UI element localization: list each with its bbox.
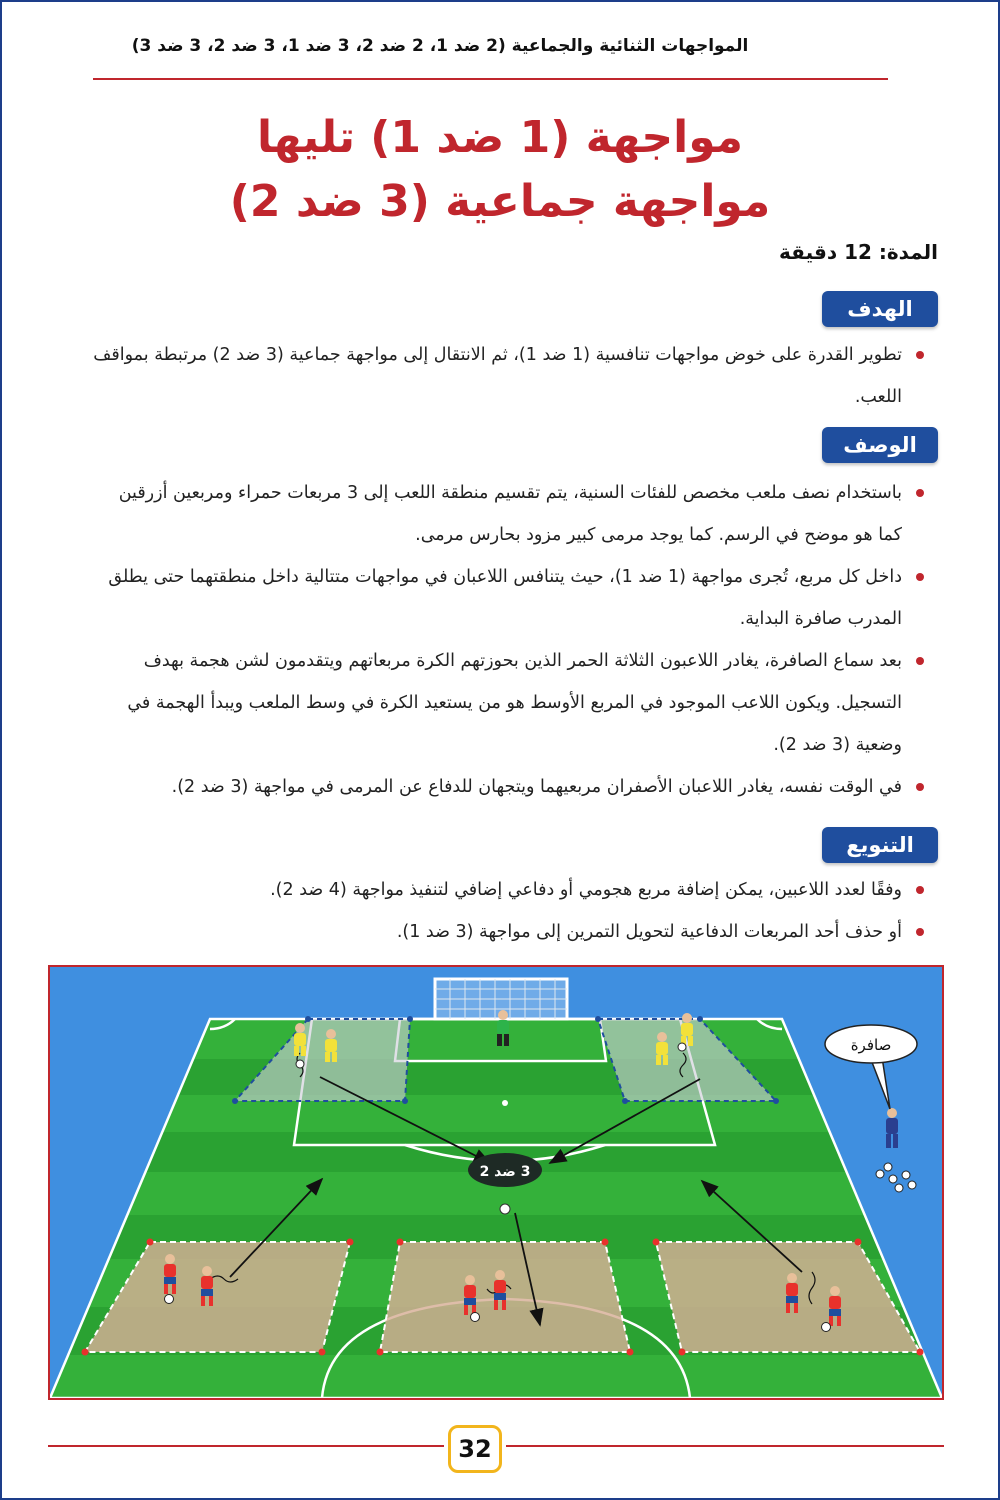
- list-item: داخل كل مربع، تُجرى مواجهة (1 ضد 1)، حيث يتنافس اللاعبان في مواجهات متتالية داخل منطقتهما حتى يطلق المدرب صافرة البداية.: [90, 556, 930, 640]
- description-list: [90, 472, 930, 808]
- variation-heading: التنويع: [822, 827, 938, 863]
- description-heading: الوصف: [822, 427, 938, 463]
- running-header: المواجهات الثنائية والجماعية (2 ضد 1، 2 ضد 2، 3 ضد 1، 3 ضد 2، 3 ضد 3): [131, 36, 749, 56]
- ball-icon: [500, 1204, 510, 1214]
- footer-rule-left: [48, 1445, 444, 1447]
- list-item: في الوقت نفسه، يغادر اللاعبان الأصفران مربعيهما ويتجهان للدفاع عن المرمى في مواجهة (3 ضد 2).: [90, 766, 930, 808]
- footer-rule-right: [506, 1445, 944, 1447]
- list-item: أو حذف أحد المربعات الدفاعية لتحويل التمرين إلى مواجهة (3 ضد 1).: [90, 911, 930, 953]
- variation-list: [90, 869, 930, 953]
- list-item: باستخدام نصف ملعب مخصص للفئات السنية، يتم تقسيم منطقة اللعب إلى 3 مربعات حمراء ومربعين أزرقين كما هو موضح في الرسم. كما يوجد مرمى كبير مزود بحارس مرمى.: [90, 472, 930, 556]
- goal-list: [90, 334, 930, 418]
- whistle-label: صافرة: [850, 1036, 892, 1054]
- center-badge: [468, 1153, 542, 1187]
- center-label: 3 ضد 2: [479, 1164, 531, 1180]
- page-number: 32: [448, 1425, 502, 1473]
- page-title: [0, 106, 1000, 234]
- drill-diagram: [48, 965, 944, 1400]
- list-item: تطوير القدرة على خوض مواجهات تنافسية (1 ضد 1)، ثم الانتقال إلى مواجهة جماعية (3 ضد 2) مرتبطة بمواقف اللعب.: [90, 334, 930, 418]
- title-line-1: مواجهة (1 ضد 1) تليها: [256, 112, 744, 163]
- list-item: بعد سماع الصافرة، يغادر اللاعبون الثلاثة الحمر الذين بحوزتهم الكرة مربعاتهم ويتقدمون لشن هجمة بهدف التسجيل. ويكون اللاعب الموجود في المربع الأوسط هو من يستعيد الكرة في وسط الملعب ويبدأ الهجمة في وضعية (3 ضد 2).: [90, 640, 930, 766]
- goal-heading: الهدف: [822, 291, 938, 327]
- header-rule: [93, 78, 888, 80]
- title-line-2: مواجهة جماعية (3 ضد 2): [229, 176, 771, 227]
- pitch-svg: [50, 967, 942, 1398]
- duration: المدة: 12 دقيقة: [779, 240, 938, 264]
- list-item: وفقًا لعدد اللاعبين، يمكن إضافة مربع هجومي أو دفاعي إضافي لتنفيذ مواجهة (4 ضد 2).: [90, 869, 930, 911]
